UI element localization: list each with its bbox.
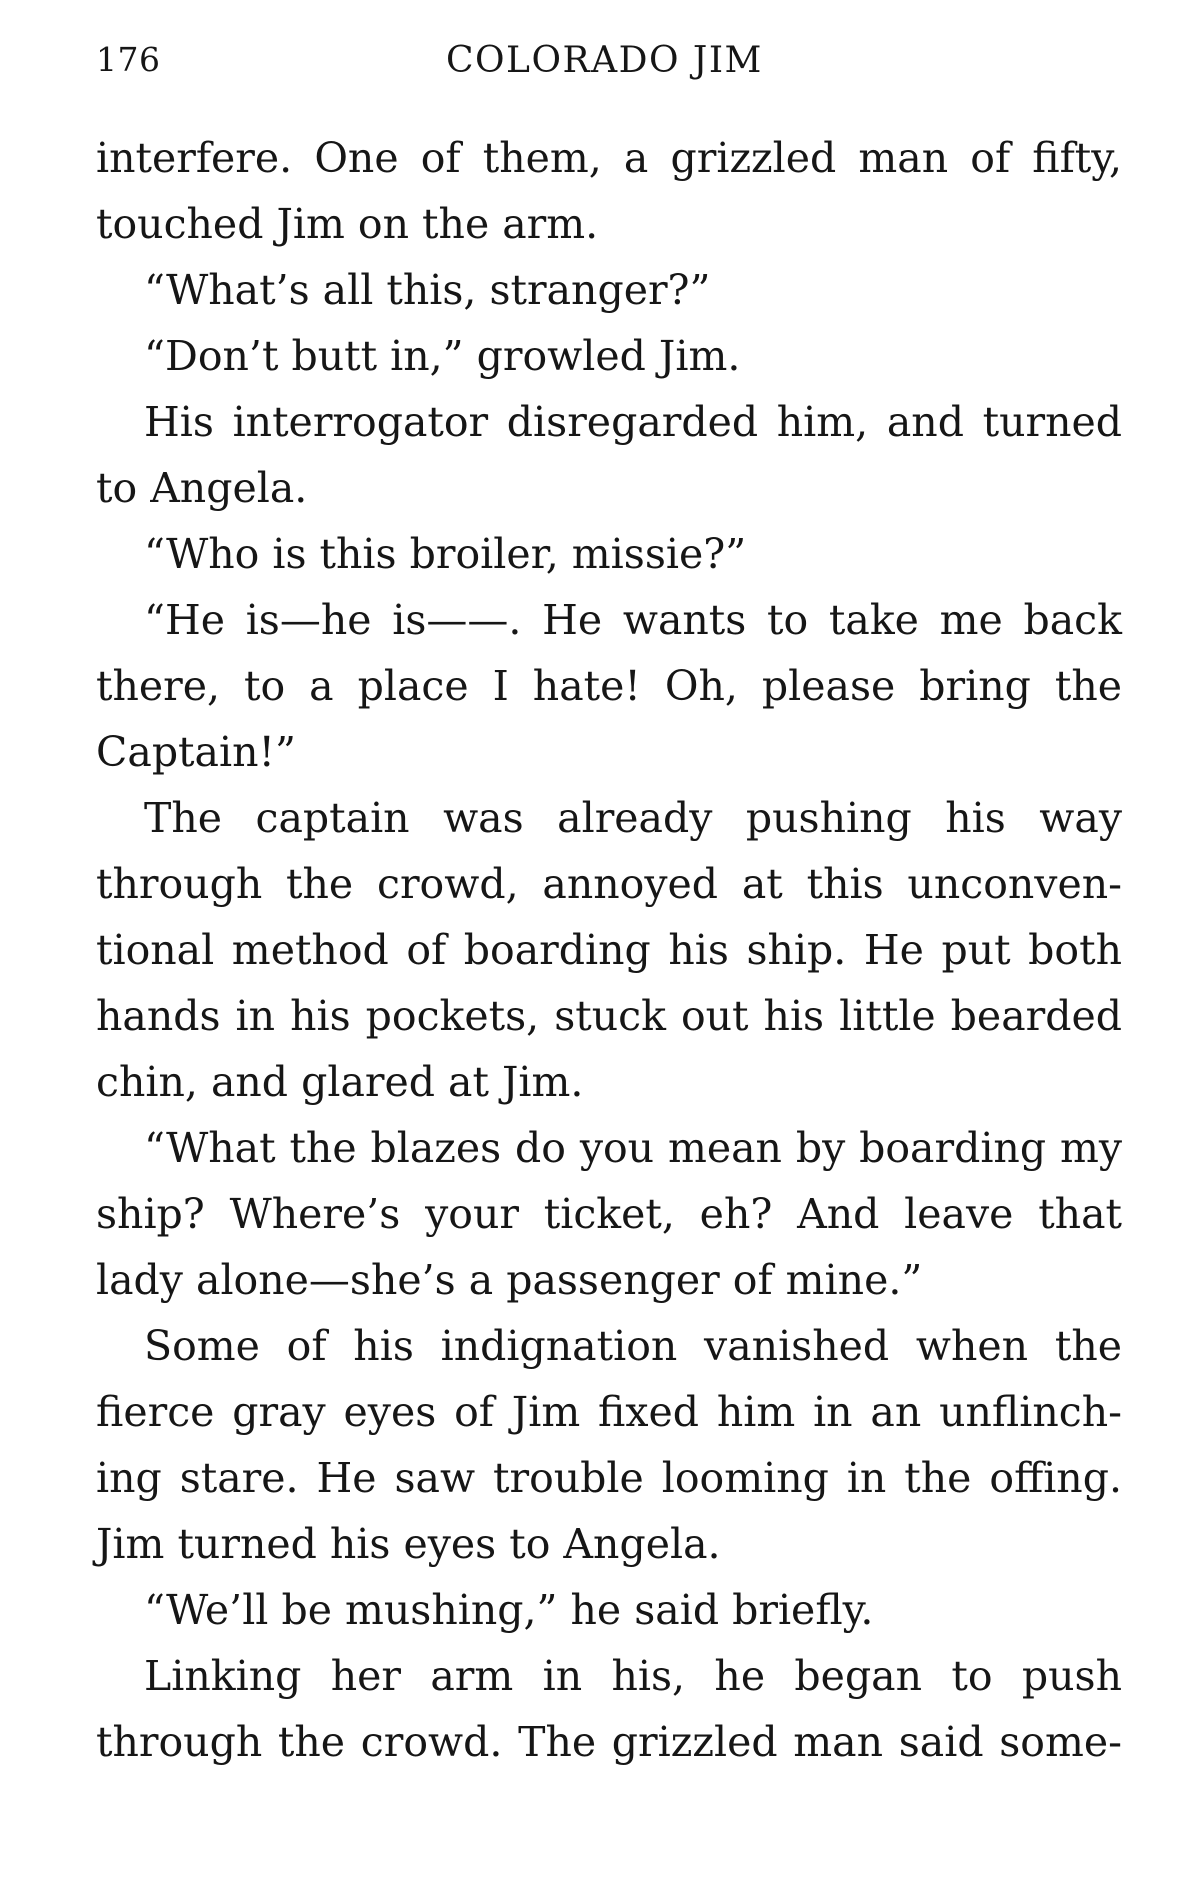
running-title: COLORADO JIM	[446, 40, 763, 81]
text-line: “We’ll be mushing,” he said briefly.	[144, 1586, 874, 1634]
text-line: fierce gray eyes of Jim fixed him in an unflinch-	[96, 1388, 1122, 1436]
text-line: interfere. One of them, a grizzled man of fifty,	[96, 134, 1122, 182]
text-line: to Angela.	[96, 464, 308, 512]
text-line: touched Jim on the arm.	[96, 200, 599, 248]
body-text	[96, 125, 1122, 1775]
text-line: “Who is this broiler, missie?”	[144, 530, 747, 578]
text-line: Linking her arm in his, he began to push	[144, 1652, 1122, 1700]
text-line: Some of his indignation vanished when the	[144, 1322, 1122, 1370]
text-line: The captain was already pushing his way	[144, 794, 1122, 842]
page-number: 176	[96, 40, 161, 79]
text-line: “Don’t butt in,” growled Jim.	[144, 332, 741, 380]
text-line: Captain!”	[96, 728, 296, 776]
text-line: “What the blazes do you mean by boarding my	[144, 1124, 1122, 1172]
text-line: ing stare. He saw trouble looming in the offing.	[96, 1454, 1122, 1502]
text-line: chin, and glared at Jim.	[96, 1058, 584, 1106]
running-head	[96, 40, 1126, 90]
text-line: through the crowd, annoyed at this unconven-	[96, 860, 1122, 908]
text-line: “He is—he is——. He wants to take me back	[144, 596, 1122, 644]
text-line: Jim turned his eyes to Angela.	[96, 1520, 721, 1568]
text-line: His interrogator disregarded him, and turned	[144, 398, 1122, 446]
text-line: ship? Where’s your ticket, eh? And leave that	[96, 1190, 1122, 1238]
text-line: there, to a place I hate! Oh, please bring the	[96, 662, 1122, 710]
text-line: tional method of boarding his ship. He put both	[96, 926, 1122, 974]
text-line: hands in his pockets, stuck out his little bearded	[96, 992, 1122, 1040]
text-line: “What’s all this, stranger?”	[144, 266, 711, 314]
text-line: lady alone—she’s a passenger of mine.”	[96, 1256, 923, 1304]
text-line: through the crowd. The grizzled man said some-	[96, 1718, 1122, 1766]
